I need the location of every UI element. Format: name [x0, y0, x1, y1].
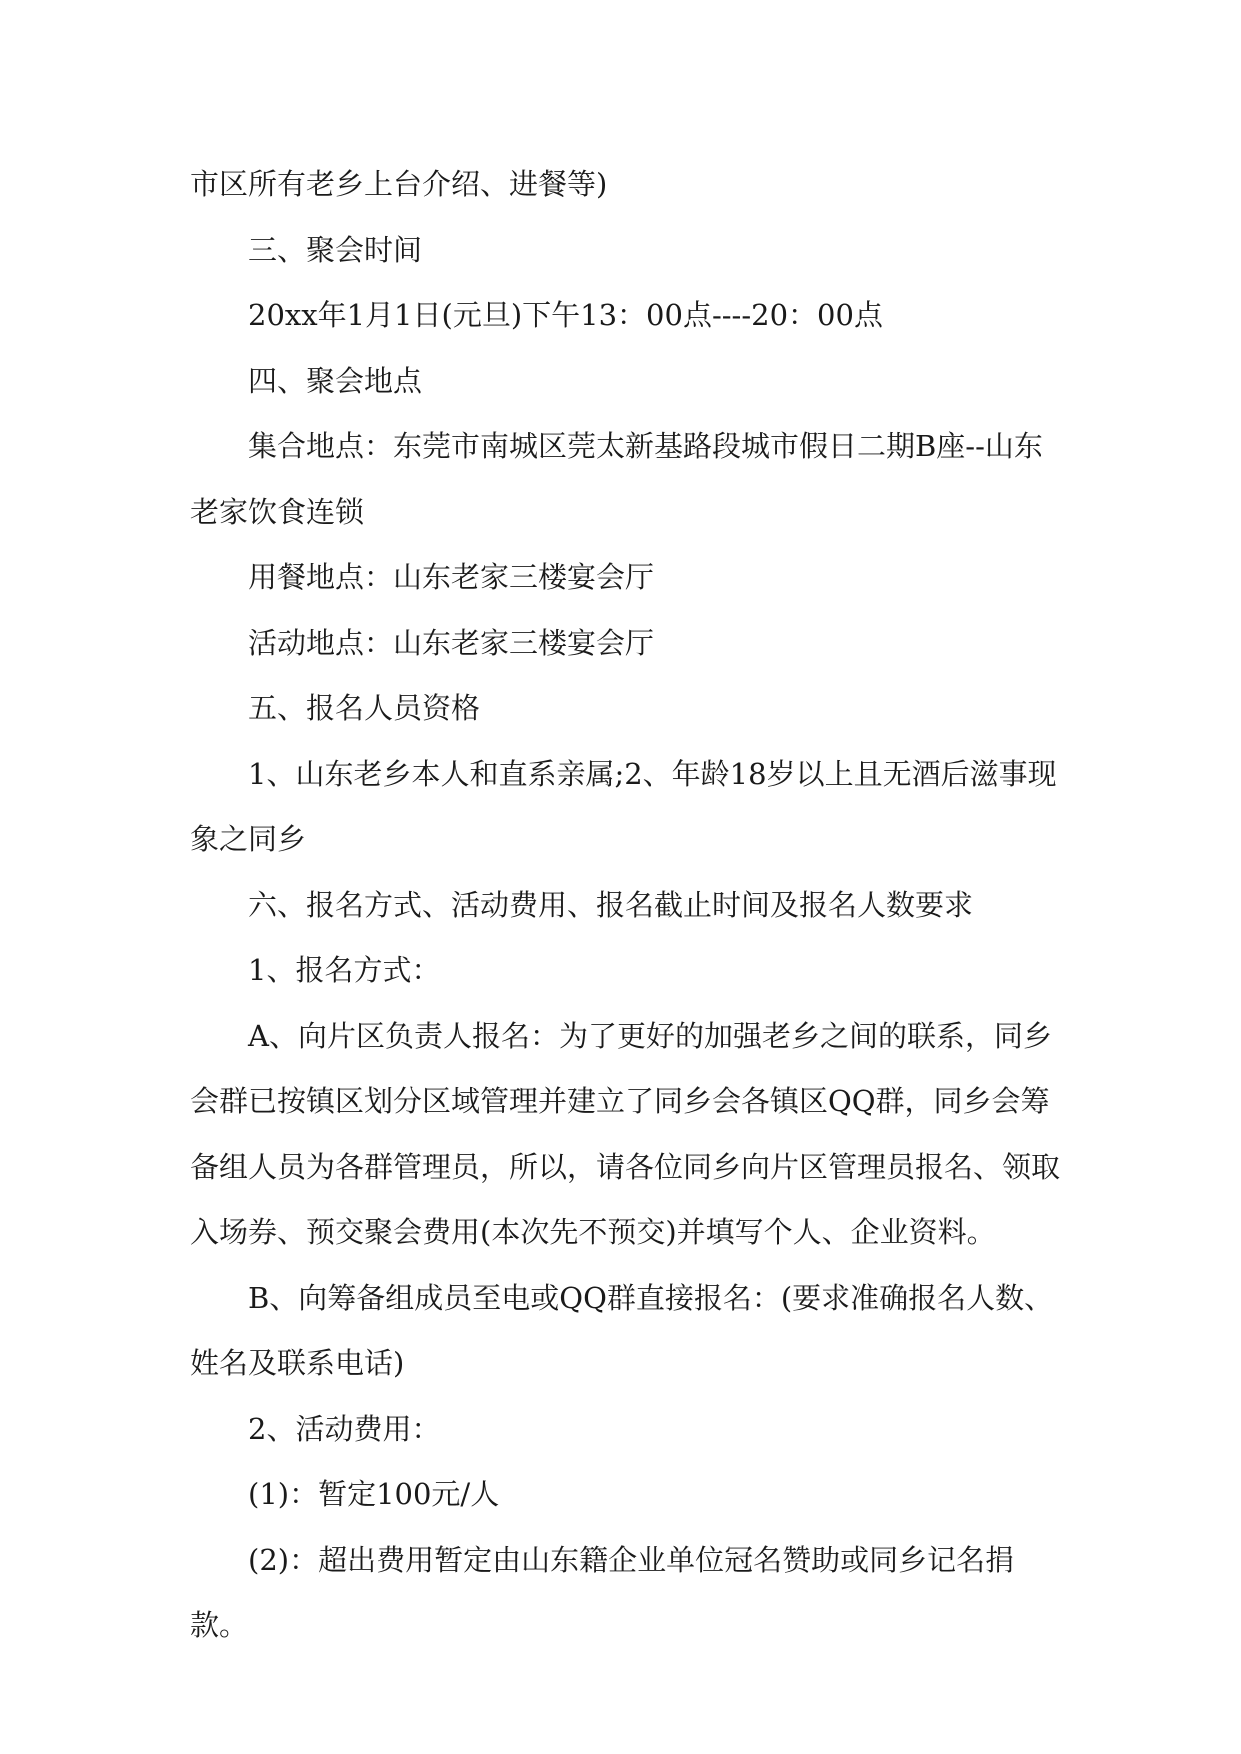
- paragraph-dining-location: 用餐地点：山东老家三楼宴会厅: [248, 560, 655, 594]
- paragraph-fee-1: (1)：暂定100元/人: [248, 1477, 500, 1511]
- subheading-registration-method: 1、报名方式：: [248, 953, 441, 987]
- section-heading-registration: 六、报名方式、活动费用、报名截止时间及报名人数要求: [248, 887, 974, 922]
- paragraph-method-b: B、向筹备组成员至电或QQ群直接报名：(要求准确报名人数、姓名及联系电话): [190, 1280, 1054, 1380]
- paragraph-time: 20xx年1月1日(元旦)下午13：00点----20：00点: [248, 298, 883, 332]
- document-body: [190, 152, 1060, 1659]
- paragraph-eligibility: 1、山东老乡本人和直系亲属;2、年龄18岁以上且无酒后滋事现象之同乡: [190, 756, 1057, 856]
- paragraph-fee-2: (2)：超出费用暂定由山东籍企业单位冠名赞助或同乡记名捐款。: [190, 1542, 1015, 1642]
- paragraph-continuation: 市区所有老乡上台介绍、进餐等): [190, 167, 608, 201]
- section-heading-time: 三、聚会时间: [248, 232, 423, 267]
- paragraph-activity-location: 活动地点：山东老家三楼宴会厅: [248, 625, 655, 660]
- subheading-activity-fee: 2、活动费用：: [248, 1411, 441, 1446]
- section-heading-eligibility: 五、报名人员资格: [248, 691, 481, 725]
- section-heading-location: 四、聚会地点: [248, 363, 423, 398]
- paragraph-method-a: A、向片区负责人报名：为了更好的加强老乡之间的联系，同乡会群已按镇区划分区域管理并建立了同乡会各镇区QQ群，同乡会筹备组人员为各群管理员，所以，请各位同乡向片区管理员报名、领取入场券、预交聚会费用(本次先不预交)并填写个人、企业资料。: [190, 1018, 1061, 1249]
- paragraph-assembly-location: 集合地点：东莞市南城区莞太新基路段城市假日二期B座--山东老家饮食连锁: [190, 429, 1043, 529]
